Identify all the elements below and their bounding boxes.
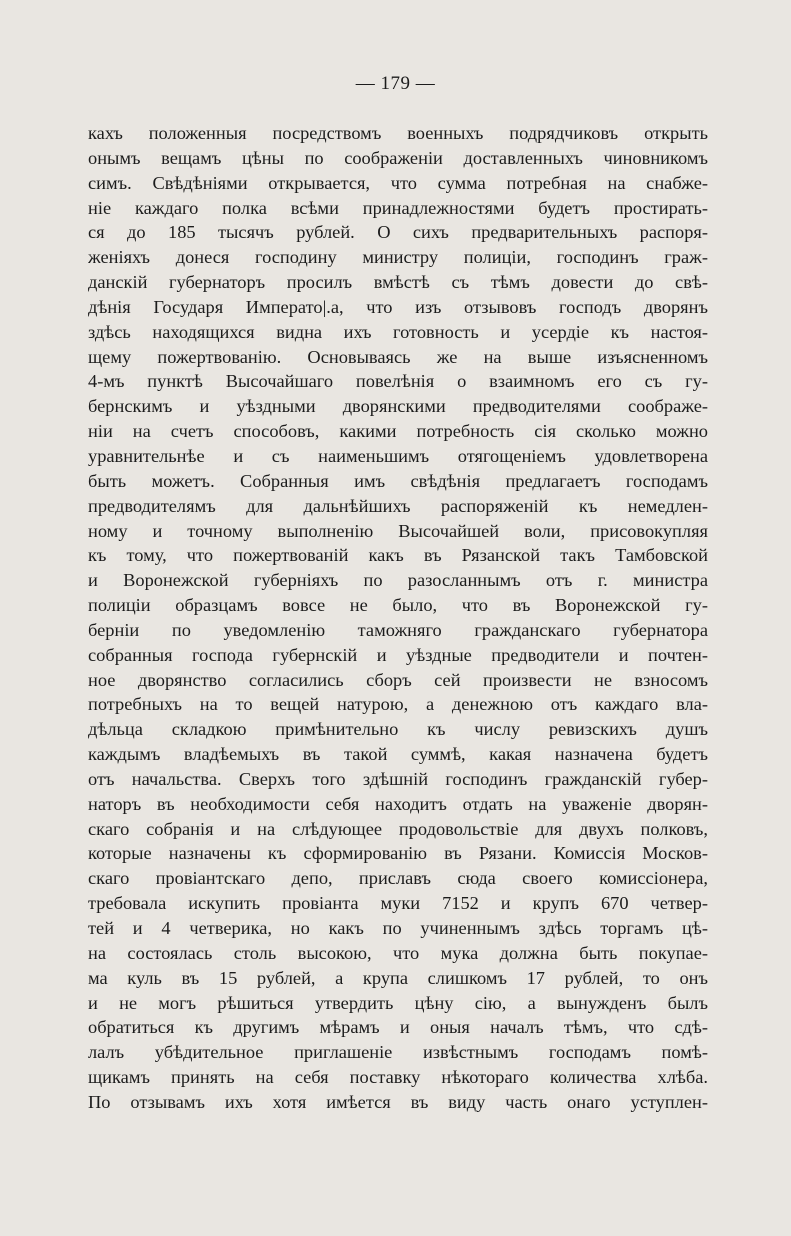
text-line: По отзывамъ ихъ хотя имѣется въ виду часть онаго уступлен- bbox=[88, 1091, 708, 1112]
text-line: скаго провіантскаго депо, приславъ сюда своего комиссіонера, bbox=[88, 868, 708, 889]
text-line: предводителямъ для дальнѣйшихъ распоряженій къ немедлен- bbox=[88, 495, 708, 516]
text-line: и не могъ рѣшиться утвердить цѣну сію, а вынужденъ былъ bbox=[88, 992, 708, 1013]
text-line: кахъ положенныя посредствомъ военныхъ подрядчиковъ открыть bbox=[88, 123, 708, 143]
text-line: требовала искупить провіанта муки 7152 и крупъ 670 четвер- bbox=[88, 893, 708, 914]
text-line: дѣльца складкою примѣнительно къ числу ревизскихъ душъ bbox=[88, 719, 708, 740]
text-line: ся до 185 тысячъ рублей. О сихъ предварительныхъ распоря- bbox=[88, 222, 708, 243]
text-line: симъ. Свѣдѣніями открывается, что сумма потребная на снабже- bbox=[88, 172, 708, 193]
text-line: щикамъ принять на себя поставку нѣкотораго количества хлѣба. bbox=[88, 1067, 708, 1088]
text-line: ма куль въ 15 рублей, а крупа слишкомъ 17 рублей, то онъ bbox=[88, 967, 708, 988]
text-line: и Воронежской губерніяхъ по разосланнымъ отъ г. министра bbox=[88, 570, 708, 591]
text-line: которые назначены къ сформированію въ Рязани. Комиссія Москов- bbox=[88, 843, 708, 864]
text-line: берніи по уведомленію таможняго гражданскаго губернатора bbox=[88, 619, 708, 640]
text-line: собранныя господа губернскій и уѣздные предводители и почтен- bbox=[88, 644, 708, 665]
text-line: обратиться къ другимъ мѣрамъ и оныя началъ тѣмъ, что сдѣ- bbox=[88, 1017, 708, 1038]
text-line: женіяхъ донеся господину министру полиціи, господинъ граж- bbox=[88, 247, 708, 268]
text-line: отъ начальства. Сверхъ того здѣшній господинъ гражданскій губер- bbox=[88, 768, 708, 789]
text-line: полиціи образцамъ вовсе не было, что въ Воронежской гу- bbox=[88, 595, 708, 616]
text-line: къ тому, что пожертвованій какъ въ Рязанской такъ Тамбовской bbox=[88, 545, 708, 566]
text-line: тей и 4 четверика, но какъ по учиненнымъ здѣсь торгамъ цѣ- bbox=[88, 918, 708, 938]
text-line: уравнительнѣе и съ наименьшимъ отягощеніемъ удовлетворена bbox=[88, 445, 708, 466]
text-line: ному и точному выполненію Высочайшей воли, присовокупляя bbox=[88, 520, 708, 541]
text-line: потребныхъ на то вещей натурою, а денежною отъ каждаго вла- bbox=[88, 694, 708, 715]
body-text bbox=[88, 121, 708, 1115]
text-line: ніе каждаго полка всѣми принадлежностями будетъ простирать- bbox=[88, 197, 708, 218]
text-line: на состоялась столь высокою, что мука должна быть покупае- bbox=[88, 942, 708, 963]
text-line: данскій губернаторъ просилъ вмѣстѣ съ тѣмъ довести до свѣ- bbox=[88, 272, 708, 293]
text-line: каждымъ владѣемыхъ въ такой суммѣ, какая назначена будетъ bbox=[88, 744, 708, 765]
text-line: 4-мъ пунктѣ Высочайшаго повелѣнія о взаимномъ его съ гу- bbox=[88, 371, 708, 392]
text-line: наторъ въ необходимости себя находитъ отдать на уваженіе дворян- bbox=[88, 793, 708, 814]
text-line: онымъ вещамъ цѣны по соображеніи доставленныхъ чиновникомъ bbox=[88, 147, 708, 168]
text-line: скаго собранія и на слѣдующее продовольствіе для двухъ полковъ, bbox=[88, 818, 708, 839]
text-line: бернскимъ и уѣздными дворянскими предводителями соображе- bbox=[88, 396, 708, 417]
text-line: лалъ убѣдительное приглашеніе извѣстнымъ господамъ помѣ- bbox=[88, 1042, 708, 1063]
text-line: дѣнія Государя Императо|.а, что изъ отзывовъ господъ дворянъ bbox=[88, 296, 708, 317]
page-number: — 179 — bbox=[355, 73, 436, 94]
text-line: щему пожертвованію. Основываясь же на выше изъясненномъ bbox=[88, 346, 708, 367]
text-line: быть можетъ. Собранныя имъ свѣдѣнія предлагаетъ господамъ bbox=[88, 470, 708, 491]
text-line: ніи на счетъ способовъ, какими потребность сія сколько можно bbox=[88, 421, 708, 442]
text-line: ное дворянство согласились сборъ сей произвести не взносомъ bbox=[88, 669, 708, 690]
text-line: здѣсь находящихся видна ихъ готовность и усердіе къ настоя- bbox=[88, 321, 708, 342]
